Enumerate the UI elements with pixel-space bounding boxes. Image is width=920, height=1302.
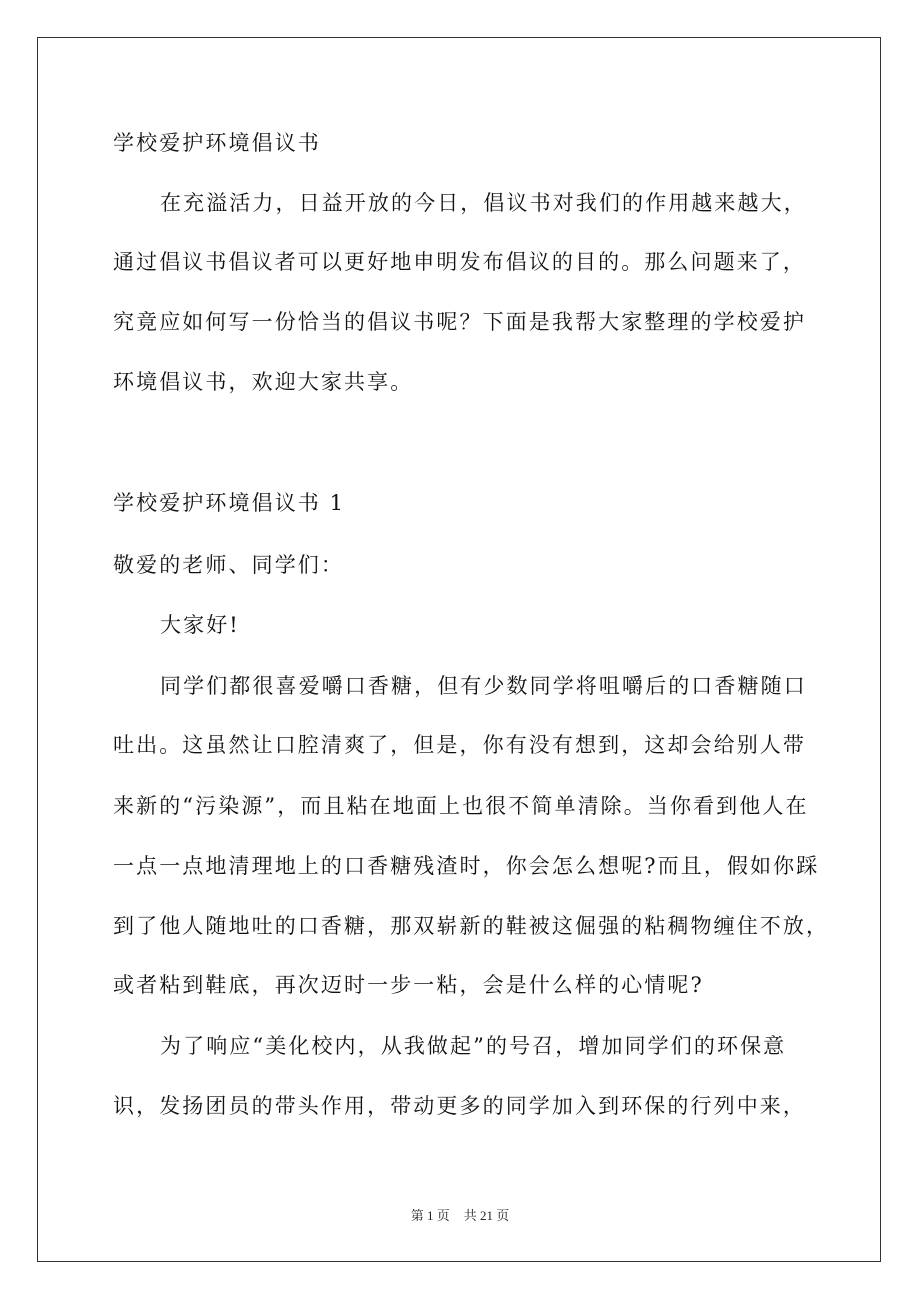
section-heading: 学校爱护环境倡议书 1: [113, 491, 346, 515]
paragraph-line: 一点一点地清理地上的口香糖残渣时，你会怎么想呢?而且，假如你踩: [113, 854, 820, 878]
page-footer: [0, 1205, 920, 1224]
document-title: 学校爱护环境倡议书: [113, 131, 321, 155]
paragraph-line: 吐出。这虽然让口腔清爽了，但是，你有没有想到，这却会给别人带: [113, 733, 806, 757]
intro-line: 在充溢活力，日益开放的今日，倡议书对我们的作用越来越大，: [160, 191, 807, 215]
paragraph-line: 或者粘到鞋底，再次迈时一步一粘，会是什么样的心情呢?: [113, 973, 704, 997]
paragraph-line: 识，发扬团员的带头作用，带动更多的同学加入到环保的行列中来，: [113, 1094, 806, 1118]
paragraph-line: 为了响应“美化校内，从我做起”的号召，增加同学们的环保意: [160, 1034, 787, 1058]
greeting: 大家好!: [160, 613, 240, 637]
paragraph-line: 到了他人随地吐的口香糖，那双崭新的鞋被这倔强的粘稠物缠住不放，: [113, 914, 830, 938]
intro-line: 通过倡议书倡议者可以更好地申明发布倡议的目的。那么问题来了，: [113, 250, 806, 274]
page-border: [37, 37, 881, 1262]
paragraph-line: 来新的“污染源”，而且粘在地面上也很不简单清除。当你看到他人在: [113, 794, 809, 818]
intro-line: 环境倡议书，欢迎大家共享。: [113, 370, 414, 394]
paragraph-line: 同学们都很喜爱嚼口香糖，但有少数同学将咀嚼后的口香糖随口: [160, 674, 807, 698]
page-number: 第 1 页: [410, 1208, 450, 1223]
page-total: 共 21 页: [463, 1208, 510, 1223]
salutation: 敬爱的老师、同学们：: [113, 553, 344, 577]
intro-line: 究竟应如何写一份恰当的倡议书呢？下面是我帮大家整理的学校爱护: [113, 310, 806, 334]
